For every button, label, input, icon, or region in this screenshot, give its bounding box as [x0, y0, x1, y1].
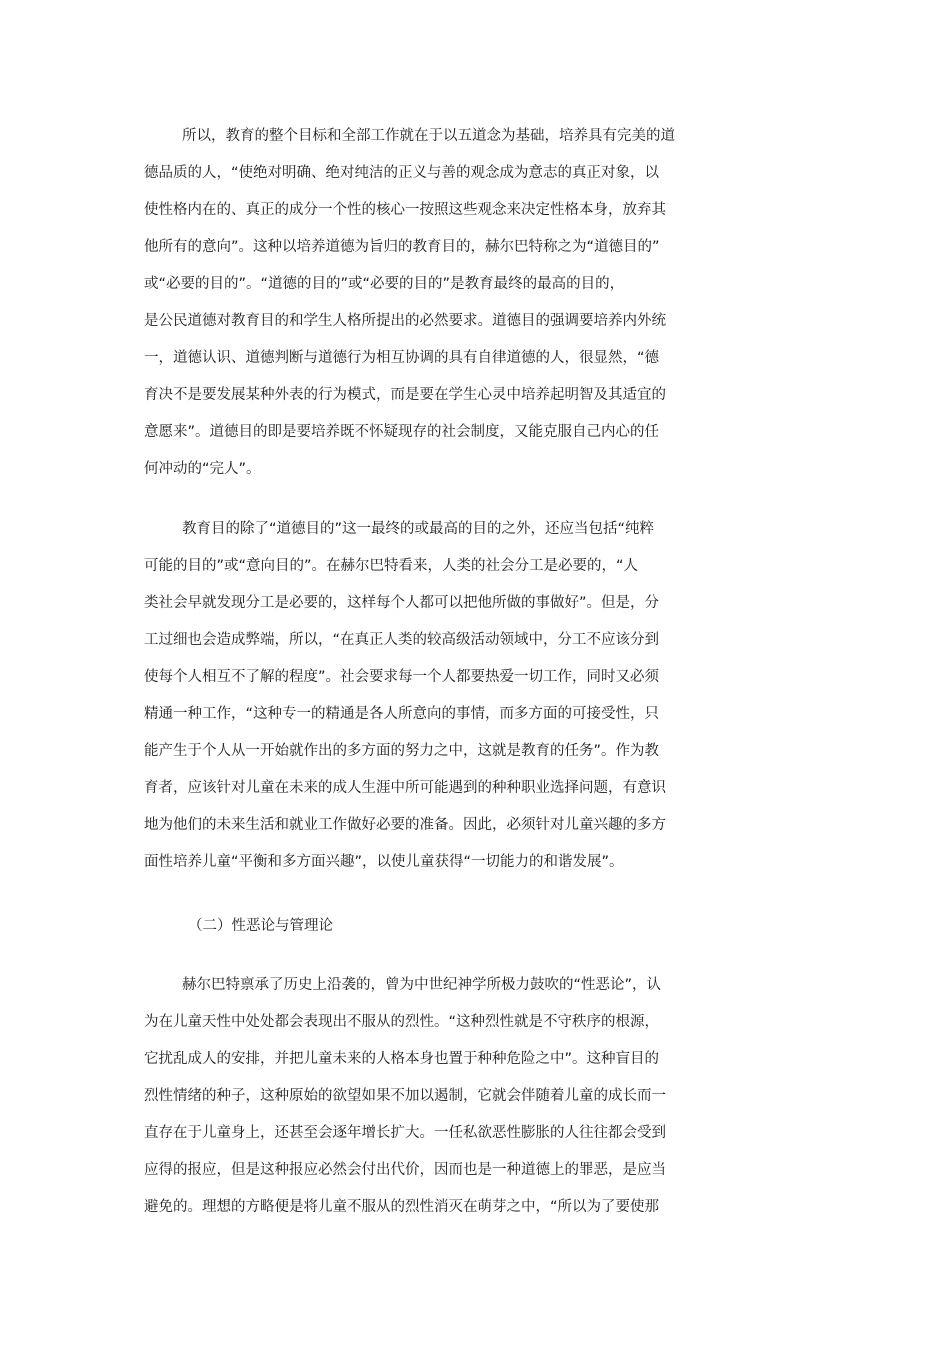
- paragraph-line: 类社会早就发现分工是必要的，这样每个人都可以把他所做的事做好”。但是，分: [144, 595, 660, 611]
- paragraph-evil-nature: [144, 967, 690, 1226]
- paragraph-line: 或“必要的目的”。“道德的目的”或“必要的目的”是教育最终的最高的目的，: [144, 276, 625, 292]
- paragraph-line: 面性培养儿童“平衡和多方面兴趣”，以使儿童获得“一切能力的和谐发展”。: [144, 854, 624, 870]
- paragraph-line: 它扰乱成人的安排，并把儿童未来的人格本身也置于种种危险之中”。这种盲目的: [144, 1051, 660, 1067]
- paragraph-line: 避免的。理想的方略便是将儿童不服从的烈性消灭在萌芽之中，“所以为了要使那: [144, 1199, 660, 1215]
- paragraph-line: 何冲动的“完人”。: [144, 461, 261, 477]
- paragraph-line: 烈性情绪的种子，这种原始的欲望如果不加以遏制，它就会伴随着儿童的成长而一: [144, 1088, 666, 1104]
- paragraph-line: 所以，教育的整个目标和全部工作就在于以五道念为基础，培养具有完美的道: [182, 128, 675, 144]
- paragraph-line: 教育目的除了“道德目的”这一最终的或最高的目的之外，还应当包括“纯粹: [182, 521, 655, 537]
- paragraph-line: 是公民道德对教育目的和学生人格所提出的必然要求。道德目的强调要培养内外统: [144, 313, 666, 329]
- paragraph-line: 直存在于儿童身上，还甚至会逐年增长扩大。一任私欲恶性膨胀的人往往都会受到: [144, 1125, 666, 1141]
- paragraph-line: 他所有的意向”。这种以培养道德为旨归的教育目的，赫尔巴特称之为“道德目的”: [144, 239, 660, 255]
- paragraph-line: 赫尔巴特禀承了历史上沿袭的，曾为中世纪神学所极力鼓吹的“性恶论”，认: [182, 977, 662, 993]
- paragraph-line: 育者，应该针对儿童在未来的成人生涯中所可能遇到的种种职业选择问题，有意识: [144, 780, 666, 796]
- paragraph-line: 德品质的人，“使绝对明确、绝对纯洁的正义与善的观念成为意志的真正对象，以: [144, 165, 660, 181]
- paragraph-line: 应得的报应，但是这种报应必然会付出代价，因而也是一种道德上的罪恶，是应当: [144, 1162, 666, 1178]
- paragraph-line: 工过细也会造成弊端，所以，“在真正人类的较高级活动领域中，分工不应该分到: [144, 632, 660, 648]
- paragraph-possible-purpose: [144, 511, 690, 881]
- paragraph-moral-purpose: [144, 118, 690, 488]
- paragraph-line: 意愿来”。道德目的即是要培养既不怀疑现存的社会制度，又能克服自己内心的任: [144, 424, 660, 440]
- paragraph-line: 为在儿童天性中处处都会表现出不服从的烈性。“这种烈性就是不守秩序的根源，: [144, 1014, 660, 1030]
- paragraph-line: 可能的目的”或“意向目的”。在赫尔巴特看来，人类的社会分工是必要的，“人: [144, 558, 639, 574]
- paragraph-line: 使性格内在的、真正的成分一个性的核心一按照这些观念来决定性格本身，放弃其: [144, 202, 666, 218]
- paragraph-line: 地为他们的未来生活和就业工作做好必要的准备。因此，必须针对儿童兴趣的多方: [144, 817, 666, 833]
- paragraph-line: 使每个人相互不了解的程度”。社会要求每一个人都要热爱一切工作，同时又必须: [144, 669, 660, 685]
- paragraph-line: 能产生于个人从一开始就作出的多方面的努力之中，这就是教育的任务”。作为教: [144, 743, 660, 759]
- section-heading: （二）性恶论与管理论: [188, 918, 333, 934]
- paragraph-line: 一，道德认识、道德判断与道德行为相互协调的具有自律道德的人，很显然，“德: [144, 350, 660, 366]
- paragraph-line: 精通一种工作，“这种专一的精通是各人所意向的事情，而多方面的可接受性，只: [144, 706, 660, 722]
- paragraph-line: 育决不是要发展某种外表的行为模式，而是要在学生心灵中培养起明智及其适宜的: [144, 387, 666, 403]
